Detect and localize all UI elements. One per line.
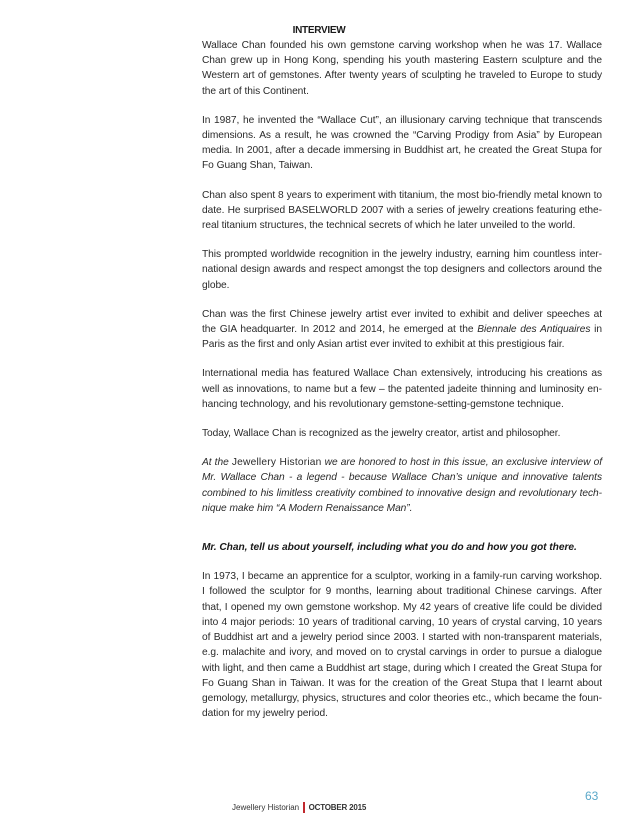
gia-text-after: in Paris as the first and only Asian artist ever invited to exhibit at this prestigious fair.: [202, 324, 602, 351]
section-header: INTERVIEW: [292, 25, 346, 36]
article-body: [202, 38, 602, 735]
page-number: 63: [585, 789, 599, 803]
biennale-name: Biennale des Antiquaires: [477, 324, 591, 336]
footer-issue: OCTOBER 2015: [308, 803, 367, 812]
interview-answer: In 1973, I became an apprentice for a sculptor, working in a family-run carving workshop. I followed the sculptor for 9 months, learning about traditional Chinese carvings. After that, I opened my own gemstone workshop. My 42 years of creative life could be divided into 4 major periods: 10 years of traditional carving, 10 years of crystal carving, 10 years of Buddhist art and a jewelry period since 2003. I started with non-transparent materials, e.g. malachite and ivory, and moved on to crystal carvings in order to pursue a dialogue with light, and then came a Buddhist art stage, during which I created the Great Stupa for Fo Guang Shan in Taiwan. It was for the creation of the Great Stupa that I learnt about gemology, metallurgy, physics, structures and color theories etc., which became the foun-dation for my jewelry period.: [202, 571, 602, 720]
paragraph-recognition: This prompted worldwide recognition in the jewelry industry, earning him countless inter-national design awards and respect amongst the top designers and collectors around the globe.: [202, 249, 602, 291]
interview-question: Mr. Chan, tell us about yourself, including what you do and how you got there.: [202, 542, 577, 554]
footer-magazine: Jewellery Historian: [232, 803, 300, 812]
paragraph-wallace-cut: In 1987, he invented the “Wallace Cut”, an illusionary carving technique that transcends dimensions. As a result, he was crowned the “Carving Prodigy from Asia” by European media. In 2001, after a decade immersing in Buddhist art, he created the Great Stupa for Fo Guang Shan, Taiwan.: [202, 114, 602, 172]
paragraph-media: International media has featured Wallace Chan extensively, introducing his creations as well as innovations, to name but a few – the patented jadeite thinning and luminosity en-hancing technology, and his revolutionary gemstone-setting-gemstone technique.: [202, 368, 602, 410]
paragraph-gia: [202, 307, 602, 353]
gia-text-before: Chan was the first Chinese jewelry artist ever invited to exhibit and deliver speeches at the GIA headquarter. In 2012 and 2014, he emerged at the: [202, 308, 602, 336]
paragraph-today: Today, Wallace Chan is recognized as the jewelry creator, artist and philosopher.: [202, 428, 561, 440]
intro-text-after: we are honored to host in this issue, an exclusive interview of Mr. Wallace Chan - a legend - because Wallace Chan’s unique and innovative talents combined to his limitless creativity combined to innovative design and revolutionary tech-nique make him “A Modern Renaissance Man”.: [202, 457, 602, 514]
paragraph-intro: [202, 455, 602, 516]
footer: [232, 802, 366, 813]
magazine-name: Jewellery Historian: [231, 457, 322, 469]
footer-divider: [303, 802, 305, 813]
paragraph-titanium: Chan also spent 8 years to experiment with titanium, the most bio-friendly metal known to date. He surprised BASELWORLD 2007 with a series of jewelry creations featuring ethe-real titanium structures, the technical secrets of which he later unveiled to the world.: [202, 189, 602, 232]
intro-text-before: At the: [202, 457, 232, 469]
paragraph-biography: Wallace Chan founded his own gemstone carving workshop when he was 17. Wallace Chan grew up in Hong Kong, spending his youth mastering Eastern sculpture and the Western art of gemstones. After twenty years of sculpting he traveled to Europe to study the art of this Continent.: [202, 40, 602, 97]
